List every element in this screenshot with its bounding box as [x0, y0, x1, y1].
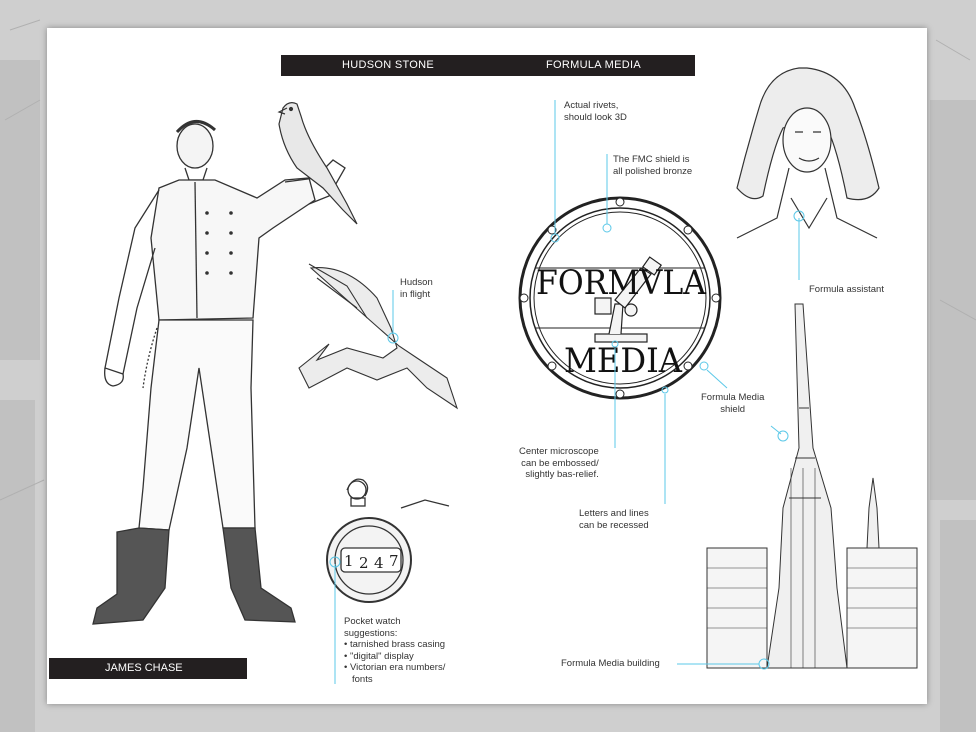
callout-hudson-flight: Hudson in flight — [400, 277, 433, 300]
callout-building: Formula Media building — [561, 658, 660, 669]
formula-media-title: FORMULA MEDIA — [546, 59, 641, 71]
formula-assistant-portrait — [737, 68, 879, 238]
character-name: JAMES CHASE — [105, 662, 183, 674]
watch-digit: 4 — [374, 554, 384, 572]
watch-digit: 2 — [359, 554, 369, 572]
callout-letters-lines: Letters and lines can be recessed — [579, 508, 649, 531]
callout-assistant: Formula assistant — [809, 284, 884, 295]
header-bar — [281, 55, 695, 76]
character-sheet — [47, 28, 927, 704]
callout-rivets: Actual rivets, should look 3D — [564, 100, 627, 123]
sketch-artwork — [47, 28, 927, 704]
character-name-bar — [49, 658, 247, 679]
callout-media-shield: Formula Media shield — [701, 392, 765, 415]
shield-bottom-text: MEDIA — [564, 341, 683, 381]
callout-shield-bronze: The FMC shield is all polished bronze — [613, 154, 693, 177]
flying-falcon — [299, 264, 457, 408]
formula-media-building — [707, 304, 917, 668]
pocket-watch — [327, 479, 449, 602]
shield-top-text: FORMVLA — [536, 263, 707, 303]
callout-microscope: Center microscope can be embossed/ slightly bas-relief. — [519, 446, 599, 480]
hudson-stone-title: HUDSON STONE — [342, 59, 435, 71]
watch-digit: 1 — [344, 552, 354, 570]
callout-pocket-watch: Pocket watch suggestions: • tarnished brass casing • "digital" display • Victorian era numbers/ fonts — [344, 616, 446, 685]
watch-digit: 7 — [389, 552, 399, 570]
